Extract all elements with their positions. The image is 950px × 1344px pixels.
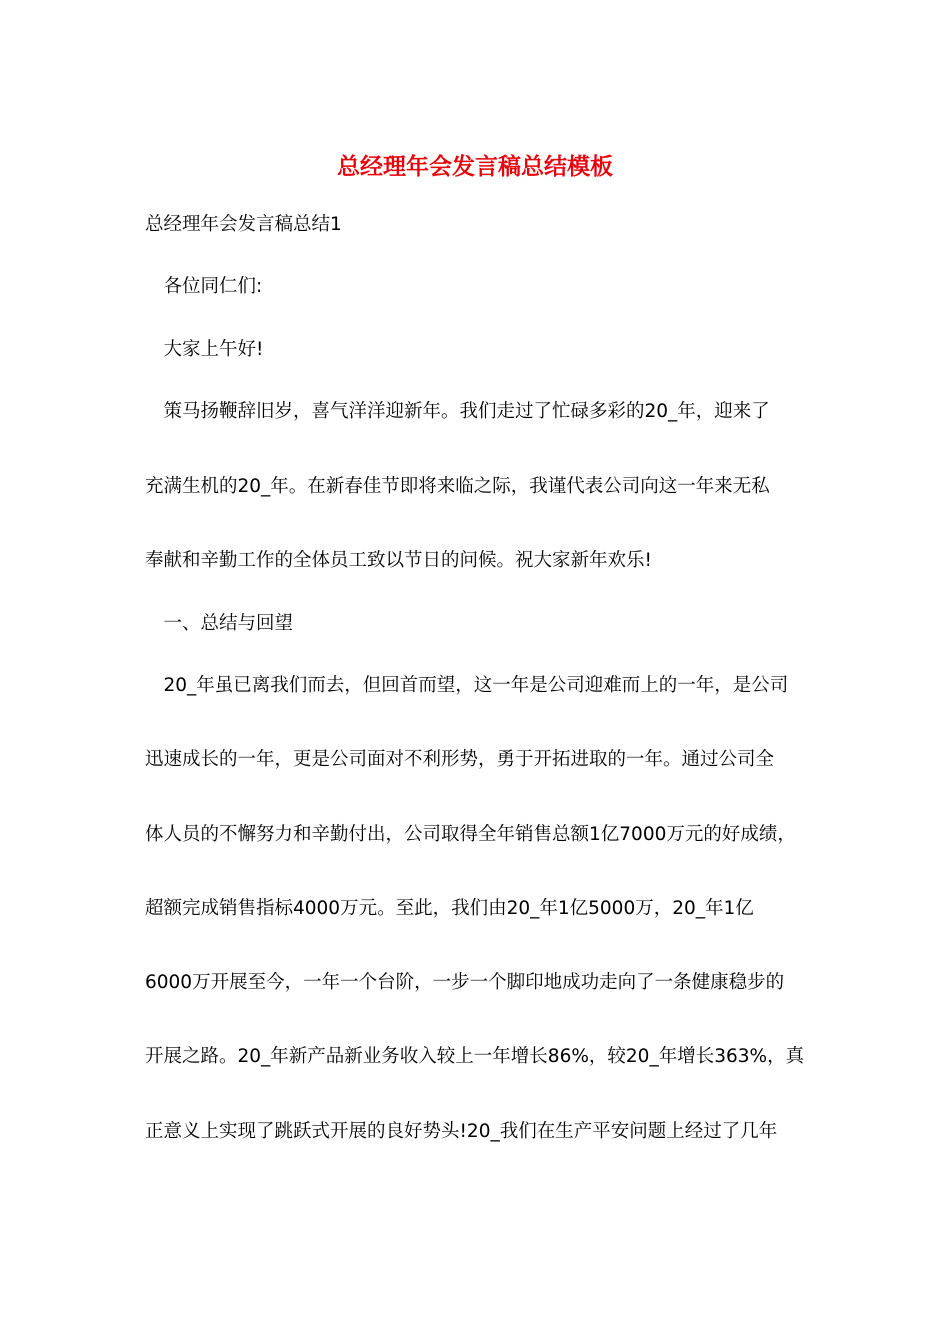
paragraph-line: 6000万开展至今，一年一个台阶，一步一个脚印地成功走向了一条健康稳步的 [145,972,785,993]
paragraph-line: 策马扬鞭辞旧岁，喜气洋洋迎新年。我们走过了忙碌多彩的20_年，迎来了 [145,401,770,422]
paragraph-line: 正意义上实现了跳跃式开展的良好势头!20_我们在生产平安问题上经过了几年 [145,1121,778,1142]
paragraph-line: 体人员的不懈努力和辛勤付出，公司取得全年销售总额1亿7000万元的好成绩， [145,824,796,845]
paragraph-line: 超额完成销售指标4000万元。至此，我们由20_年1亿5000万，20_年1亿 [145,898,754,919]
section-heading: 一、总结与回望 [145,613,294,634]
paragraph-line: 奉献和辛勤工作的全体员工致以节日的问候。祝大家新年欢乐! [145,550,652,571]
greeting-line: 大家上午好! [145,339,264,360]
paragraph-line: 迅速成长的一年，更是公司面对不利形势，勇于开拓进取的一年。通过公司全 [145,749,775,770]
paragraph-line: 充满生机的20_年。在新春佳节即将来临之际，我谨代表公司向这一年来无私 [145,476,770,497]
salutation-line: 各位同仁们: [145,276,263,297]
document-title: 总经理年会发言稿总结模板 [337,154,613,180]
paragraph-line: 开展之路。20_年新产品新业务收入较上一年增长86%，较20_年增长363%，真 [145,1046,805,1067]
paragraph-line: 20_年虽已离我们而去，但回首而望，这一年是公司迎难而上的一年，是公司 [145,675,789,696]
heading-speech-1: 总经理年会发言稿总结1 [145,214,342,235]
